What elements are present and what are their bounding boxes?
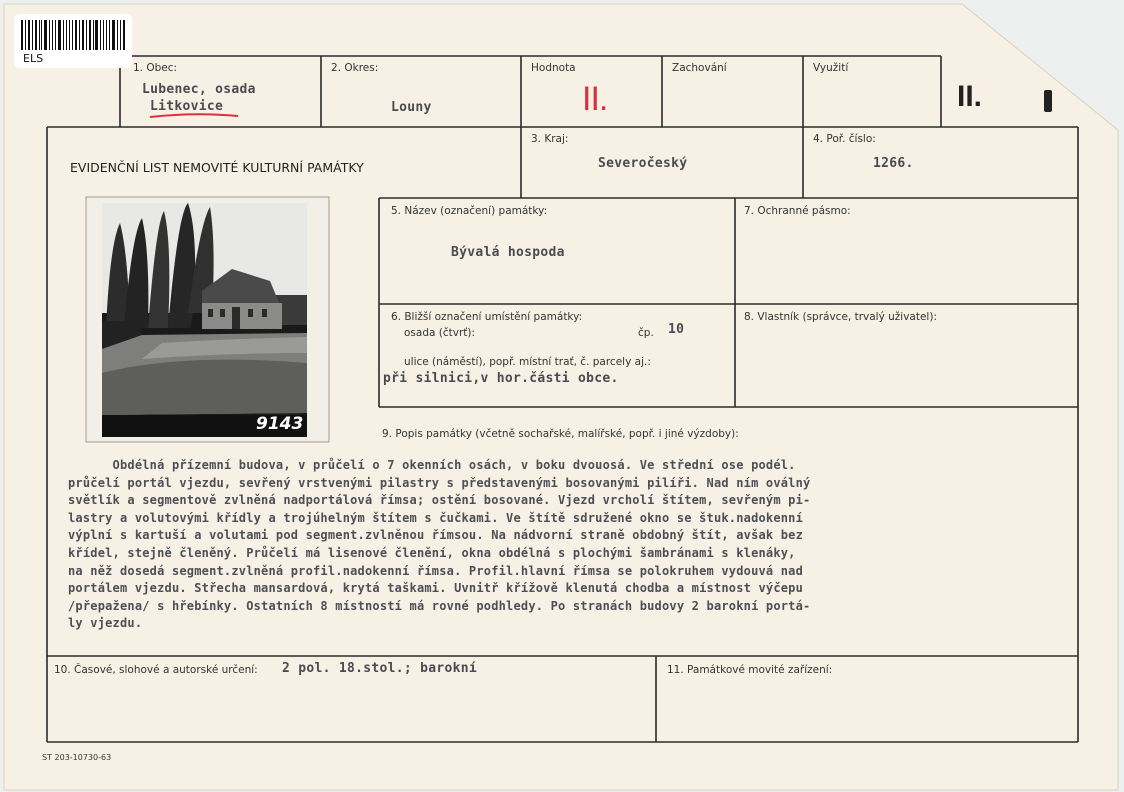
okres-value: Louny [391, 100, 432, 115]
ulice-label: ulice (náměstí), popř. místní trať, č. parcely aj.: [404, 356, 651, 368]
ink-mark [1044, 90, 1052, 112]
cp-value: 10 [668, 322, 685, 337]
building-photo [102, 203, 307, 437]
kraj-value: Severočeský [598, 156, 688, 171]
obec-label: 1. Obec: [133, 62, 178, 74]
vyuziti-value: II. [957, 80, 983, 113]
photo-number: 9143 [256, 414, 304, 434]
popis-line: na něž dosedá segment.zvlněná profil.nadokenní římsa. Profil.hlavní římsa se polokruhem vydouvá nad [68, 563, 804, 578]
ulice-value: při silnici,v hor.části obce. [383, 371, 619, 386]
popis-line: /přepažena/ s hřebínky. Ostatních 8 místností má rovné podhledy. Po stranách budovy 2 barokní portá- [68, 598, 811, 613]
kraj-label: 3. Kraj: [531, 133, 569, 145]
hodnota-value: II. [582, 80, 608, 118]
casove-label: 10. Časové, slohové a autorské určení: [54, 664, 258, 676]
nazev-label: 5. Název (označení) památky: [391, 205, 548, 217]
casove-value: 2 pol. 18.stol.; barokní [282, 661, 478, 676]
obec-value-line1: Lubenec, osada [142, 82, 256, 97]
popis-line: portálem vjezdu. Střecha mansardová, krytá taškami. Uvnitř křížově klenutá chodba a místnost výčepu [68, 581, 804, 596]
popis-line: průčelí portál vjezdu, sevřený vrstvenými pilastry s představenými bosovanými pilíři. Nad ním oválný [68, 475, 811, 490]
popis-line: ly vjezdu. [68, 616, 143, 631]
form-code: ST 203-10730-63 [42, 753, 112, 762]
ochranne-pasmo-label: 7. Ochranné pásmo: [744, 205, 851, 217]
movite-label: 11. Památkové movité zařízení: [667, 664, 833, 676]
cp-label: čp. [638, 327, 654, 339]
barcode-sticker [14, 14, 132, 68]
barcode-text: ELS [23, 52, 44, 65]
popis-line: Obdélná přízemní budova, v průčelí o 7 okenních osách, v boku dvouosá. Ve střední ose podél. [68, 458, 796, 472]
barcode-icon [21, 20, 125, 50]
popis-text [68, 457, 1068, 633]
vlastnik-label: 8. Vlastník (správce, trvalý uživatel): [744, 311, 937, 323]
popis-line: výplní s kartuší a volutami pod segment.zvlněnou římsou. Na nádvorní straně obdobný štít, avšak bez [68, 528, 804, 543]
hodnota-label: Hodnota [531, 62, 576, 74]
popis-line: lastry a volutovými křídly a trojúhelným štítem s čučkami. Ve štítě sdružené okno se štuk.nadokenní [68, 510, 804, 525]
popis-label: 9. Popis památky (včetně sochařské, malířské, popř. i jiné výzdoby): [382, 428, 739, 440]
vyuziti-label: Využití [813, 62, 849, 74]
umisteni-label: 6. Bližší označení umístění památky: [391, 311, 583, 323]
osada-label: osada (čtvrť): [404, 327, 476, 339]
por-cislo-label: 4. Poř. číslo: [813, 133, 876, 145]
form-title: EVIDENČNÍ LIST NEMOVITÉ KULTURNÍ PAMÁTKY [70, 160, 364, 175]
okres-label: 2. Okres: [331, 62, 379, 74]
popis-line: světlík a segmentově zvlněná nadportálová římsa; ostění bosované. Vjezd vrcholí štítem, sevřeným pi- [68, 493, 811, 508]
por-cislo-value: 1266. [873, 156, 914, 171]
zachovani-label: Zachování [672, 62, 727, 74]
nazev-value: Bývalá hospoda [451, 245, 565, 260]
popis-line: křídel, stejně členěný. Průčelí má lisenové členění, okna obdélná s plochými šambránami s klenáky, [68, 545, 796, 560]
obec-value-line2: Litkovice [150, 99, 224, 114]
